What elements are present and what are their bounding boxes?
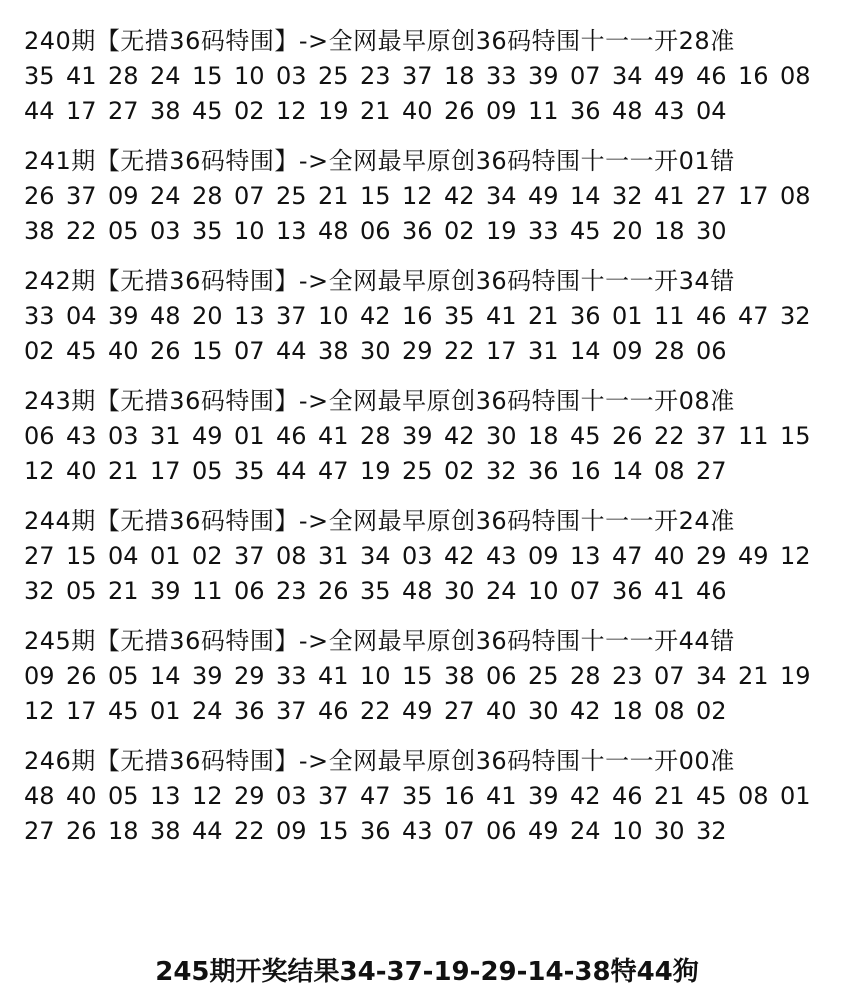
number-cell: 38 — [150, 97, 181, 125]
number-cell: 21 — [738, 662, 769, 690]
number-cell: 44 — [192, 817, 223, 845]
number-cell: 46 — [696, 302, 727, 330]
number-cell: 08 — [780, 62, 811, 90]
number-cell: 46 — [318, 697, 349, 725]
number-row — [24, 179, 834, 214]
number-cell: 05 — [108, 782, 139, 810]
period-header: 240期【无措36码特围】->全网最早原创36码特围十一一开28准 — [24, 27, 735, 55]
number-cell: 40 — [402, 97, 433, 125]
number-cell: 08 — [738, 782, 769, 810]
number-cell: 15 — [192, 62, 223, 90]
number-cell: 14 — [150, 662, 181, 690]
number-cell: 06 — [234, 577, 265, 605]
number-cell: 10 — [612, 817, 643, 845]
number-cell: 19 — [318, 97, 349, 125]
number-cell: 16 — [738, 62, 769, 90]
number-cell: 05 — [66, 577, 97, 605]
number-cell: 01 — [150, 542, 181, 570]
number-cell: 10 — [360, 662, 391, 690]
number-cell: 40 — [66, 782, 97, 810]
number-cell: 37 — [402, 62, 433, 90]
number-cell: 39 — [150, 577, 181, 605]
number-row — [24, 334, 834, 369]
number-cell: 30 — [654, 817, 685, 845]
number-cell: 02 — [696, 697, 727, 725]
number-cell: 48 — [24, 782, 55, 810]
number-cell: 44 — [276, 457, 307, 485]
number-cell: 22 — [66, 217, 97, 245]
number-cell: 10 — [234, 62, 265, 90]
number-cell: 35 — [360, 577, 391, 605]
number-cell: 39 — [528, 62, 559, 90]
number-cell: 13 — [234, 302, 265, 330]
number-cell: 12 — [276, 97, 307, 125]
number-cell: 02 — [444, 217, 475, 245]
number-cell: 46 — [276, 422, 307, 450]
number-cell: 10 — [234, 217, 265, 245]
number-cell: 42 — [444, 182, 475, 210]
number-cell: 25 — [276, 182, 307, 210]
number-cell: 36 — [570, 97, 601, 125]
number-cell: 40 — [108, 337, 139, 365]
number-cell: 41 — [318, 662, 349, 690]
number-cell: 30 — [486, 422, 517, 450]
number-cell: 18 — [444, 62, 475, 90]
number-cell: 22 — [360, 697, 391, 725]
number-row — [24, 454, 834, 489]
number-cell: 15 — [402, 662, 433, 690]
number-cell: 14 — [570, 182, 601, 210]
number-cell: 35 — [24, 62, 55, 90]
number-cell: 43 — [402, 817, 433, 845]
number-cell: 14 — [612, 457, 643, 485]
number-cell: 32 — [24, 577, 55, 605]
number-cell: 34 — [696, 662, 727, 690]
number-cell: 48 — [402, 577, 433, 605]
number-cell: 49 — [738, 542, 769, 570]
number-cell: 37 — [234, 542, 265, 570]
number-cell: 41 — [654, 182, 685, 210]
number-cell: 38 — [24, 217, 55, 245]
number-cell: 41 — [66, 62, 97, 90]
number-cell: 01 — [234, 422, 265, 450]
number-cell: 25 — [318, 62, 349, 90]
number-cell: 40 — [654, 542, 685, 570]
number-row — [24, 779, 834, 814]
number-cell: 12 — [402, 182, 433, 210]
number-cell: 01 — [780, 782, 811, 810]
number-cell: 44 — [24, 97, 55, 125]
number-cell: 26 — [318, 577, 349, 605]
period-header: 241期【无措36码特围】->全网最早原创36码特围十一一开01错 — [24, 147, 735, 175]
number-cell: 31 — [318, 542, 349, 570]
number-cell: 07 — [444, 817, 475, 845]
number-cell: 49 — [528, 817, 559, 845]
number-cell: 09 — [24, 662, 55, 690]
number-row — [24, 694, 834, 729]
number-cell: 44 — [276, 337, 307, 365]
number-cell: 10 — [318, 302, 349, 330]
number-cell: 36 — [528, 457, 559, 485]
number-cell: 35 — [444, 302, 475, 330]
number-cell: 21 — [318, 182, 349, 210]
number-cell: 12 — [24, 457, 55, 485]
number-cell: 30 — [444, 577, 475, 605]
number-cell: 12 — [780, 542, 811, 570]
number-cell: 05 — [108, 217, 139, 245]
number-cell: 32 — [612, 182, 643, 210]
number-cell: 05 — [192, 457, 223, 485]
period-header: 246期【无措36码特围】->全网最早原创36码特围十一一开00准 — [24, 747, 735, 775]
number-cell: 09 — [276, 817, 307, 845]
number-cell: 15 — [360, 182, 391, 210]
number-cell: 49 — [402, 697, 433, 725]
number-cell: 30 — [360, 337, 391, 365]
number-cell: 23 — [612, 662, 643, 690]
number-cell: 11 — [654, 302, 685, 330]
number-cell: 40 — [486, 697, 517, 725]
number-cell: 17 — [150, 457, 181, 485]
number-cell: 28 — [360, 422, 391, 450]
number-cell: 04 — [696, 97, 727, 125]
number-cell: 21 — [360, 97, 391, 125]
number-cell: 38 — [318, 337, 349, 365]
number-row — [24, 214, 834, 249]
number-row — [24, 574, 834, 609]
number-cell: 12 — [24, 697, 55, 725]
number-cell: 38 — [150, 817, 181, 845]
number-cell: 28 — [654, 337, 685, 365]
number-cell: 27 — [696, 457, 727, 485]
number-cell: 15 — [318, 817, 349, 845]
number-cell: 09 — [486, 97, 517, 125]
number-cell: 43 — [486, 542, 517, 570]
number-cell: 49 — [192, 422, 223, 450]
number-cell: 47 — [360, 782, 391, 810]
number-cell: 28 — [570, 662, 601, 690]
number-cell: 05 — [108, 662, 139, 690]
number-cell: 18 — [108, 817, 139, 845]
prediction-list — [24, 24, 834, 864]
number-cell: 19 — [486, 217, 517, 245]
number-cell: 48 — [150, 302, 181, 330]
number-cell: 06 — [360, 217, 391, 245]
number-cell: 06 — [486, 662, 517, 690]
period-header: 244期【无措36码特围】->全网最早原创36码特围十一一开24准 — [24, 507, 735, 535]
number-cell: 08 — [780, 182, 811, 210]
number-cell: 16 — [402, 302, 433, 330]
number-cell: 45 — [570, 217, 601, 245]
number-cell: 26 — [24, 182, 55, 210]
number-cell: 35 — [234, 457, 265, 485]
number-cell: 32 — [486, 457, 517, 485]
number-row — [24, 299, 834, 334]
number-cell: 43 — [66, 422, 97, 450]
number-cell: 06 — [486, 817, 517, 845]
number-cell: 16 — [570, 457, 601, 485]
number-cell: 13 — [570, 542, 601, 570]
number-cell: 06 — [24, 422, 55, 450]
number-cell: 16 — [444, 782, 475, 810]
number-cell: 04 — [66, 302, 97, 330]
number-cell: 36 — [612, 577, 643, 605]
number-cell: 17 — [486, 337, 517, 365]
number-cell: 33 — [276, 662, 307, 690]
draw-result: 245期开奖结果34-37-19-29-14-38特44狗 — [155, 957, 699, 987]
number-cell: 28 — [192, 182, 223, 210]
number-cell: 21 — [528, 302, 559, 330]
number-cell: 22 — [444, 337, 475, 365]
period-entry — [24, 744, 834, 849]
number-cell: 27 — [24, 817, 55, 845]
number-cell: 29 — [402, 337, 433, 365]
number-cell: 37 — [276, 302, 307, 330]
number-cell: 08 — [654, 697, 685, 725]
number-cell: 37 — [318, 782, 349, 810]
number-cell: 42 — [570, 782, 601, 810]
number-cell: 45 — [570, 422, 601, 450]
number-cell: 12 — [192, 782, 223, 810]
number-cell: 30 — [528, 697, 559, 725]
number-cell: 17 — [66, 697, 97, 725]
number-cell: 46 — [696, 62, 727, 90]
number-cell: 18 — [612, 697, 643, 725]
number-cell: 48 — [318, 217, 349, 245]
number-cell: 43 — [654, 97, 685, 125]
number-cell: 26 — [150, 337, 181, 365]
number-cell: 39 — [192, 662, 223, 690]
number-cell: 03 — [276, 62, 307, 90]
number-cell: 33 — [528, 217, 559, 245]
number-cell: 09 — [612, 337, 643, 365]
number-cell: 23 — [360, 62, 391, 90]
number-cell: 27 — [444, 697, 475, 725]
number-cell: 42 — [444, 422, 475, 450]
number-cell: 47 — [738, 302, 769, 330]
number-cell: 02 — [24, 337, 55, 365]
number-cell: 29 — [234, 782, 265, 810]
number-cell: 22 — [234, 817, 265, 845]
number-cell: 07 — [570, 577, 601, 605]
number-cell: 21 — [108, 577, 139, 605]
number-cell: 25 — [528, 662, 559, 690]
number-cell: 04 — [108, 542, 139, 570]
number-cell: 18 — [528, 422, 559, 450]
number-cell: 45 — [66, 337, 97, 365]
number-cell: 15 — [192, 337, 223, 365]
number-row — [24, 539, 834, 574]
number-cell: 26 — [612, 422, 643, 450]
number-cell: 26 — [444, 97, 475, 125]
number-cell: 36 — [234, 697, 265, 725]
number-row — [24, 419, 834, 454]
number-cell: 24 — [570, 817, 601, 845]
number-cell: 34 — [486, 182, 517, 210]
number-cell: 20 — [192, 302, 223, 330]
number-cell: 01 — [612, 302, 643, 330]
number-cell: 03 — [108, 422, 139, 450]
number-cell: 37 — [696, 422, 727, 450]
number-cell: 35 — [192, 217, 223, 245]
number-cell: 18 — [654, 217, 685, 245]
number-cell: 38 — [444, 662, 475, 690]
number-cell: 23 — [276, 577, 307, 605]
number-cell: 03 — [402, 542, 433, 570]
period-entry — [24, 384, 834, 489]
number-cell: 32 — [696, 817, 727, 845]
number-cell: 27 — [696, 182, 727, 210]
number-cell: 07 — [234, 337, 265, 365]
number-cell: 19 — [360, 457, 391, 485]
number-cell: 33 — [24, 302, 55, 330]
number-cell: 26 — [66, 662, 97, 690]
period-header: 243期【无措36码特围】->全网最早原创36码特围十一一开08准 — [24, 387, 735, 415]
number-cell: 03 — [150, 217, 181, 245]
number-cell: 47 — [612, 542, 643, 570]
period-entry — [24, 264, 834, 369]
number-cell: 42 — [444, 542, 475, 570]
number-row — [24, 94, 834, 129]
number-cell: 29 — [234, 662, 265, 690]
number-cell: 41 — [654, 577, 685, 605]
number-cell: 41 — [318, 422, 349, 450]
number-cell: 45 — [192, 97, 223, 125]
number-cell: 28 — [108, 62, 139, 90]
number-cell: 39 — [402, 422, 433, 450]
number-cell: 14 — [570, 337, 601, 365]
number-cell: 02 — [444, 457, 475, 485]
number-cell: 40 — [66, 457, 97, 485]
number-cell: 36 — [360, 817, 391, 845]
number-cell: 06 — [696, 337, 727, 365]
number-row — [24, 814, 834, 849]
number-cell: 07 — [654, 662, 685, 690]
number-cell: 48 — [612, 97, 643, 125]
number-row — [24, 59, 834, 94]
number-cell: 22 — [654, 422, 685, 450]
number-cell: 41 — [486, 782, 517, 810]
number-cell: 24 — [150, 62, 181, 90]
period-entry — [24, 144, 834, 249]
number-cell: 08 — [276, 542, 307, 570]
number-cell: 09 — [528, 542, 559, 570]
number-cell: 30 — [696, 217, 727, 245]
number-cell: 42 — [360, 302, 391, 330]
number-cell: 46 — [696, 577, 727, 605]
number-cell: 07 — [234, 182, 265, 210]
number-cell: 02 — [192, 542, 223, 570]
number-cell: 37 — [66, 182, 97, 210]
number-cell: 39 — [108, 302, 139, 330]
period-header: 242期【无措36码特围】->全网最早原创36码特围十一一开34错 — [24, 267, 735, 295]
number-cell: 47 — [318, 457, 349, 485]
number-cell: 24 — [192, 697, 223, 725]
number-cell: 31 — [528, 337, 559, 365]
number-cell: 01 — [150, 697, 181, 725]
number-cell: 49 — [654, 62, 685, 90]
number-cell: 35 — [402, 782, 433, 810]
period-entry — [24, 624, 834, 729]
number-cell: 29 — [696, 542, 727, 570]
number-cell: 20 — [612, 217, 643, 245]
number-cell: 02 — [234, 97, 265, 125]
number-cell: 36 — [402, 217, 433, 245]
number-cell: 24 — [486, 577, 517, 605]
number-cell: 25 — [402, 457, 433, 485]
number-cell: 08 — [654, 457, 685, 485]
number-cell: 21 — [108, 457, 139, 485]
number-cell: 03 — [276, 782, 307, 810]
number-cell: 32 — [780, 302, 811, 330]
number-cell: 13 — [276, 217, 307, 245]
number-cell: 45 — [696, 782, 727, 810]
period-entry — [24, 504, 834, 609]
number-cell: 27 — [108, 97, 139, 125]
number-cell: 11 — [192, 577, 223, 605]
number-cell: 07 — [570, 62, 601, 90]
number-cell: 15 — [66, 542, 97, 570]
number-cell: 34 — [360, 542, 391, 570]
number-cell: 42 — [570, 697, 601, 725]
number-row — [24, 659, 834, 694]
number-cell: 11 — [528, 97, 559, 125]
number-cell: 45 — [108, 697, 139, 725]
number-cell: 13 — [150, 782, 181, 810]
number-cell: 33 — [486, 62, 517, 90]
number-cell: 15 — [780, 422, 811, 450]
number-cell: 17 — [738, 182, 769, 210]
number-cell: 36 — [570, 302, 601, 330]
number-cell: 37 — [276, 697, 307, 725]
number-cell: 11 — [738, 422, 769, 450]
number-cell: 34 — [612, 62, 643, 90]
number-cell: 41 — [486, 302, 517, 330]
period-entry — [24, 24, 834, 129]
number-cell: 19 — [780, 662, 811, 690]
number-cell: 27 — [24, 542, 55, 570]
period-header: 245期【无措36码特围】->全网最早原创36码特围十一一开44错 — [24, 627, 735, 655]
number-cell: 17 — [66, 97, 97, 125]
number-cell: 31 — [150, 422, 181, 450]
number-cell: 39 — [528, 782, 559, 810]
number-cell: 09 — [108, 182, 139, 210]
number-cell: 26 — [66, 817, 97, 845]
number-cell: 46 — [612, 782, 643, 810]
number-cell: 49 — [528, 182, 559, 210]
number-cell: 24 — [150, 182, 181, 210]
number-cell: 10 — [528, 577, 559, 605]
number-cell: 21 — [654, 782, 685, 810]
